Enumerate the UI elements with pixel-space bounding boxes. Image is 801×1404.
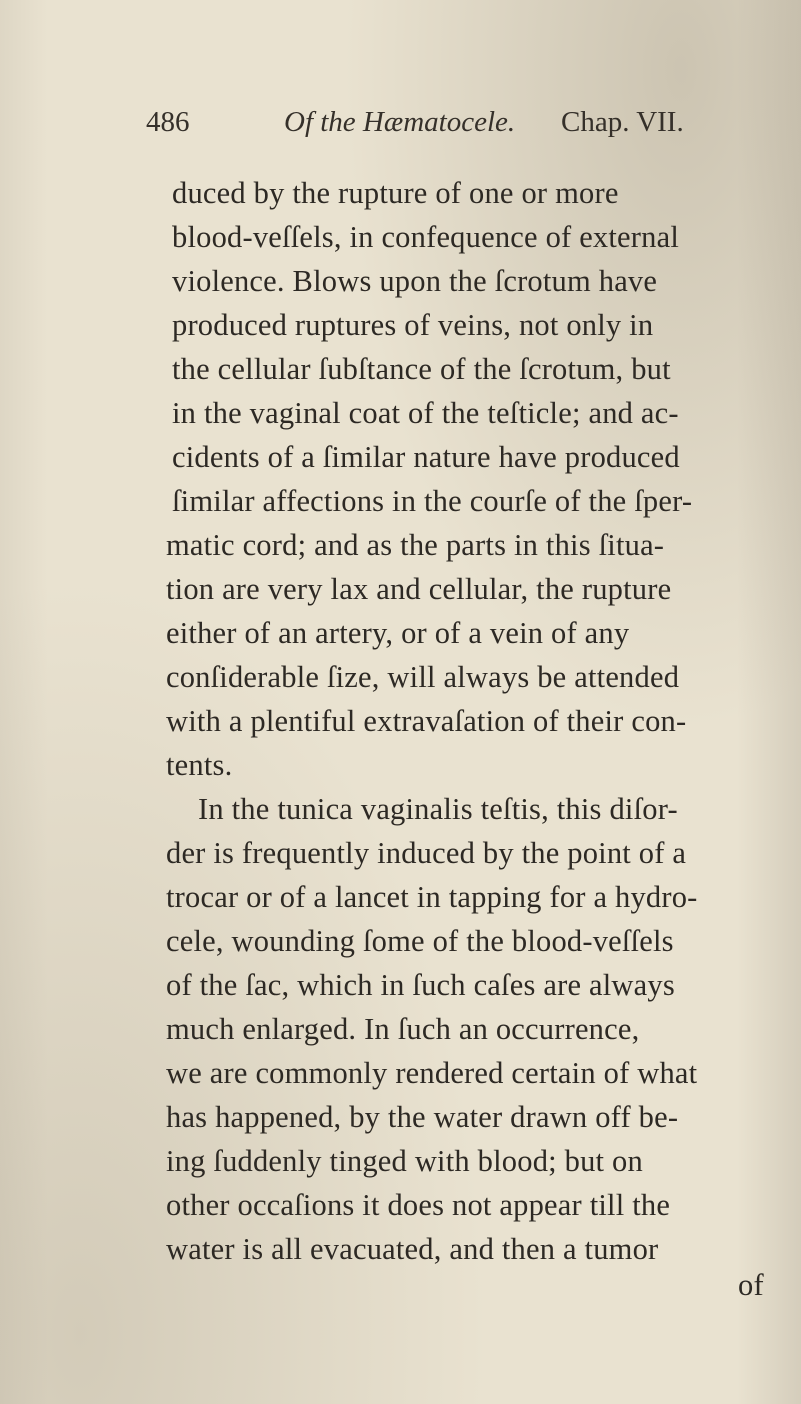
text-line: with a plentiful extravaſation of their con-	[166, 704, 687, 738]
text-line: water is all evacuated, and then a tumor	[166, 1232, 659, 1266]
text-line: duced by the rupture of one or more	[172, 176, 619, 210]
text-line: we are commonly rendered certain of what	[166, 1056, 698, 1090]
text-line: In the tunica vaginalis teſtis, this diſor-	[198, 792, 678, 826]
text-line: other occaſions it does not appear till the	[166, 1188, 671, 1222]
text-line: much enlarged. In ſuch an occurrence,	[166, 1012, 640, 1046]
chapter-label: Chap. VII.	[561, 106, 684, 138]
text-line: ſimilar affections in the courſe of the ſper-	[172, 484, 693, 518]
text-line: produced ruptures of veins, not only in	[172, 308, 654, 342]
text-line: the cellular ſubſtance of the ſcrotum, but	[172, 352, 671, 386]
text-line: trocar or of a lancet in tapping for a hydro-	[166, 880, 698, 914]
text-line: der is frequently induced by the point of a	[166, 836, 687, 870]
text-line: blood-veſſels, in confequence of external	[172, 220, 680, 254]
text-line: of the ſac, which in ſuch caſes are always	[166, 968, 675, 1002]
text-line: either of an artery, or of a vein of any	[166, 616, 630, 650]
text-line: violence. Blows upon the ſcrotum have	[172, 264, 658, 298]
text-line: tion are very lax and cellular, the rupture	[166, 572, 672, 606]
text-line: cidents of a ſimilar nature have produced	[172, 440, 680, 474]
running-title: Of the Hæmatocele.	[284, 106, 516, 138]
catchword: of	[738, 1268, 764, 1302]
page-header	[0, 106, 801, 146]
text-line: tents.	[166, 748, 233, 782]
text-line: ing ſuddenly tinged with blood; but on	[166, 1144, 643, 1178]
text-line: has happened, by the water drawn off be-	[166, 1100, 679, 1134]
text-line: matic cord; and as the parts in this ſitua-	[166, 528, 665, 562]
text-line: conſiderable ſize, will always be attended	[166, 660, 680, 694]
page-number: 486	[146, 106, 190, 138]
text-line: cele, wounding ſome of the blood-veſſels	[166, 924, 674, 958]
text-line: in the vaginal coat of the teſticle; and ac-	[172, 396, 679, 430]
